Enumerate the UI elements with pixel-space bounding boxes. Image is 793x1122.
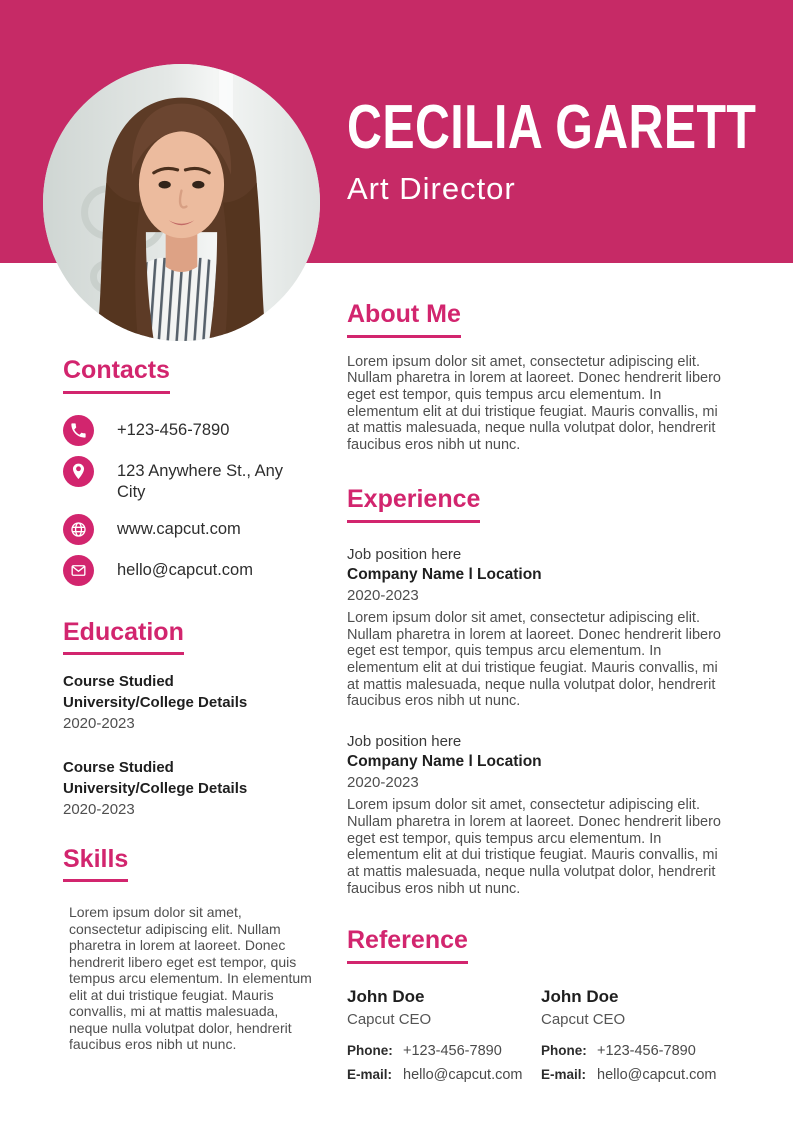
phone-label: Phone: xyxy=(541,1043,587,1059)
contact-phone-text: +123-456-7890 xyxy=(117,420,230,439)
education-school: University/College Details xyxy=(63,780,248,798)
experience-company: Company Name l Location xyxy=(347,753,542,771)
reference-card xyxy=(541,987,732,1083)
email-label: E-mail: xyxy=(541,1067,587,1083)
reference-name: John Doe xyxy=(541,987,619,1007)
experience-heading: Experience xyxy=(347,485,480,523)
skills-heading: Skills xyxy=(63,845,128,883)
contact-row-phone xyxy=(63,415,325,446)
phone-value: +123-456-7890 xyxy=(597,1043,696,1060)
experience-company: Company Name l Location xyxy=(347,565,542,583)
reference-name: John Doe xyxy=(347,987,425,1007)
reference-phone-row xyxy=(347,1043,538,1059)
person-job-title: Art Director xyxy=(347,171,516,206)
contact-row-address xyxy=(63,456,325,504)
about-text: Lorem ipsum dolor sit amet, consectetur adipiscing elit. Nullam pharetra in lorem at laoreet. Donec hendrerit libero eget est tempor, quis tempus arcu elementum. In elementum elit at dui tristique feugiat. Mauris convallis, mi at mattis malesuada, neque nulla volutpat dolor, hendrerit faucibus eros nibh ut nunc. xyxy=(347,353,721,454)
reference-contact-rows xyxy=(541,1043,732,1083)
contact-row-email xyxy=(63,555,325,586)
contact-address-text: 123 Anywhere St., Any City xyxy=(117,461,284,502)
experience-description: Lorem ipsum dolor sit amet, consectetur adipiscing elit. Nullam pharetra in lorem at laoreet. Donec hendrerit libero eget est tempor, quis tempus arcu elementum. In elementum elit at dui tristique feugiat. Mauris convallis, mi at mattis malesuada, neque nulla volutpat dolor, hendrerit faucibus eros nibh ut nunc. xyxy=(347,609,721,710)
person-name: CECILIA GARETT xyxy=(347,93,757,162)
experience-years: 2020-2023 xyxy=(347,774,419,792)
education-school: University/College Details xyxy=(63,694,248,712)
reference-contact-rows xyxy=(347,1043,538,1083)
reference-card xyxy=(347,987,538,1083)
header-text xyxy=(347,93,793,207)
profile-photo xyxy=(43,64,320,341)
email-value: hello@capcut.com xyxy=(403,1067,523,1084)
reference-phone-row xyxy=(541,1043,732,1059)
about-heading: About Me xyxy=(347,300,461,338)
experience-position: Job position here xyxy=(347,732,462,750)
experience-section xyxy=(347,485,732,898)
reference-email-row xyxy=(347,1067,538,1083)
contacts-section xyxy=(63,356,325,586)
education-heading: Education xyxy=(63,618,184,656)
globe-icon xyxy=(63,514,94,545)
email-icon xyxy=(63,555,94,586)
education-years: 2020-2023 xyxy=(63,714,135,732)
contact-row-website xyxy=(63,514,325,545)
education-section xyxy=(63,618,325,821)
reference-section xyxy=(347,926,732,1083)
location-icon xyxy=(63,456,94,487)
education-course: Course Studied xyxy=(63,673,174,691)
education-course: Course Studied xyxy=(63,759,174,777)
email-value: hello@capcut.com xyxy=(597,1067,717,1084)
experience-entry xyxy=(347,732,732,897)
experience-description: Lorem ipsum dolor sit amet, consectetur adipiscing elit. Nullam pharetra in lorem at laoreet. Donec hendrerit libero eget est tempor, quis tempus arcu elementum. In elementum elit at dui tristique feugiat. Mauris convallis, mi at mattis malesuada, neque nulla volutpat dolor, hendrerit faucibus eros nibh ut nunc. xyxy=(347,797,721,897)
contact-website-text: www.capcut.com xyxy=(117,519,241,538)
phone-label: Phone: xyxy=(347,1043,393,1059)
phone-value: +123-456-7890 xyxy=(403,1043,502,1060)
portrait-illustration xyxy=(43,64,320,341)
education-years: 2020-2023 xyxy=(63,800,135,818)
contact-email-text: hello@capcut.com xyxy=(117,560,253,579)
skills-text: Lorem ipsum dolor sit amet, consectetur adipiscing elit. Nullam pharetra in lorem at laoreet. Donec hendrerit libero eget est tempor, quis tempus arcu elementum. In elementum elit at dui tristique feugiat. Mauris convallis, mi at mattis malesuada, neque nulla volutpat dolor, hendrerit faucibus eros nibh ut nunc. xyxy=(69,904,312,1053)
reference-role: Capcut CEO xyxy=(347,1011,432,1029)
contact-list xyxy=(63,415,325,586)
contacts-heading: Contacts xyxy=(63,356,170,394)
sidebar xyxy=(63,356,325,1053)
experience-years: 2020-2023 xyxy=(347,586,419,604)
education-entry xyxy=(63,672,325,734)
education-entry xyxy=(63,758,325,820)
reference-heading: Reference xyxy=(347,926,468,964)
reference-email-row xyxy=(541,1067,732,1083)
main-column xyxy=(347,300,732,1083)
about-section xyxy=(347,300,732,454)
phone-icon xyxy=(63,415,94,446)
skills-section xyxy=(63,845,325,1053)
email-label: E-mail: xyxy=(347,1067,393,1083)
experience-position: Job position here xyxy=(347,545,462,563)
reference-role: Capcut CEO xyxy=(541,1011,626,1029)
reference-grid xyxy=(347,987,732,1083)
experience-entry xyxy=(347,545,732,710)
